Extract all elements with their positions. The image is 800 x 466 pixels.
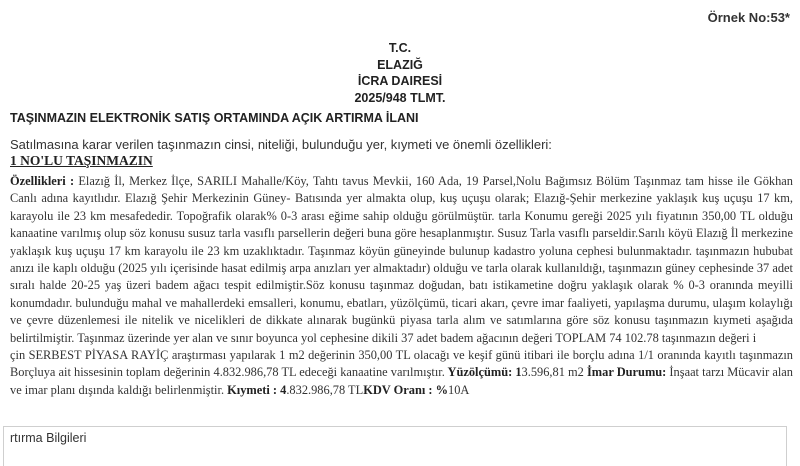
- property-heading: 1 NO'LU TAŞINMAZIN: [10, 153, 153, 168]
- features-label: Özellikleri :: [10, 174, 75, 188]
- value-amount: .832.986,78 TL: [286, 382, 364, 397]
- announcement-title: TAŞINMAZIN ELEKTRONİK SATIŞ ORTAMINDA AÇIK ARTIRMA İLANI: [10, 111, 419, 125]
- valuation-text: çin SERBEST PİYASA RAYİÇ araştırması yapılarak 1 m2 değerinin 350,00 TL olacağı ve keşif günü itibari ile borçlu adına 1/1 oranında kayıtlı taşınmazın Borçluya ait hissesinin toplam değerinin 4.832.986,78 TL edeceği kanaatine varılmıştır.: [10, 348, 793, 380]
- header-line-tc: T.C.: [388, 41, 412, 55]
- features-text: Elazığ İl, Merkez İlçe, SARILI Mahalle/Köy, Tahtı tavus Mevkii, 160 Ada, 19 Parsel,Nolu Bağımsız Bölüm Taşınmaz tam hisse ile Gökhan Canlı adına kayıtlıdır. Elazığ Şehir Merkezinin Güney- Batısında yer almakta olup, kuş uçuşu olarak; Elazığ-Şehir merkezine yaklaşık kuş uçuşu 17 km, karayolu ile 23 km mesafededir. Topoğrafik olarak% 0-3 arası eğime sahip olduğu görülmüştür. tarla Konumu gereği 2025 yılı fiyatının 350,00 TL olduğu kanaatine varılmış olup söz konusu susuz tarla vasıflı parsellerin değeri buna göre hesaplanmıştır. Susuz Tarla vasıflı parseldir.Sarılı köyü Elazığ İl merkezine yaklaşık kuş uçuşu 17 km karayolu ile 23 km uzaklıktadır. Taşınmaz köyün güneyinde bulunup kadastro yoluna cephesi bulunmaktadır. taşınmazın hububat anızı ile kaplı olduğu (2025 yılı içerisinde hasat edilmiş arpa anızları yer almaktadır) olduğu ve tarla olarak kullanıldığı, taşınmazın güney cephesinde 37 adet sıralı halde 20-25 yaş üzeri badem ağacı tespit edilmiştir.Söz konusu taşınmaz doğudan, batı istikametine doğru yaklaşık olarak % 0-3 oranında meyilli konumdadır. bulunduğu mahal ve mahallerdeki emsalleri, konumu, ebatları, yüzölçümü, ticari akarı, çevre imar faaliyeti, yapılaşma durumu, ulaşım kolaylığı ve çevre düzenlemesi ile nitelik ve nicelikleri de dikkate alınarak bugünkü piyasa tarla alım ve satımlarına göre söz konusu taşınmazın kıymeti aşağıda belirtilmiştir. Taşınmaz üzerinde yer alan ve sınır boyunca yol cephesine dikili 37 adet badem ağacının değeri TOPLAM 74 102.78 taşınmazın değeri i: [10, 174, 793, 345]
- valuation-paragraph: [10, 347, 793, 399]
- auction-info-panel: [3, 426, 787, 466]
- header-line-file-number: 2025/948 TLMT.: [354, 90, 446, 105]
- header-line-office: İCRA DAIRESİ: [357, 74, 443, 88]
- zoning-label: İmar Durumu:: [586, 365, 667, 380]
- features-paragraph: [10, 173, 793, 347]
- vat-label: KDV Oranı : %: [363, 382, 448, 397]
- value-label: Kıymeti : 4: [227, 382, 287, 397]
- court-header: [0, 40, 800, 106]
- vat-value: 10A: [448, 382, 470, 397]
- example-number: Örnek No:53*: [707, 10, 790, 25]
- auction-info-label: rtırma Bilgileri: [10, 431, 87, 445]
- zoning-value: İnşaat tarzı Mücavir alan ve imar planı dışında kaldığı belirlenmiştir.: [10, 365, 793, 397]
- area-label: Yüzölçümü: 1: [444, 365, 522, 380]
- intro-text: Satılmasına karar verilen taşınmazın cinsi, niteliği, bulunduğu yer, kıymeti ve önemli özellikleri:: [10, 137, 552, 152]
- header-line-city: ELAZIĞ: [377, 57, 423, 72]
- property-description: [10, 173, 793, 399]
- area-value: 3.596,81 m2: [521, 365, 587, 380]
